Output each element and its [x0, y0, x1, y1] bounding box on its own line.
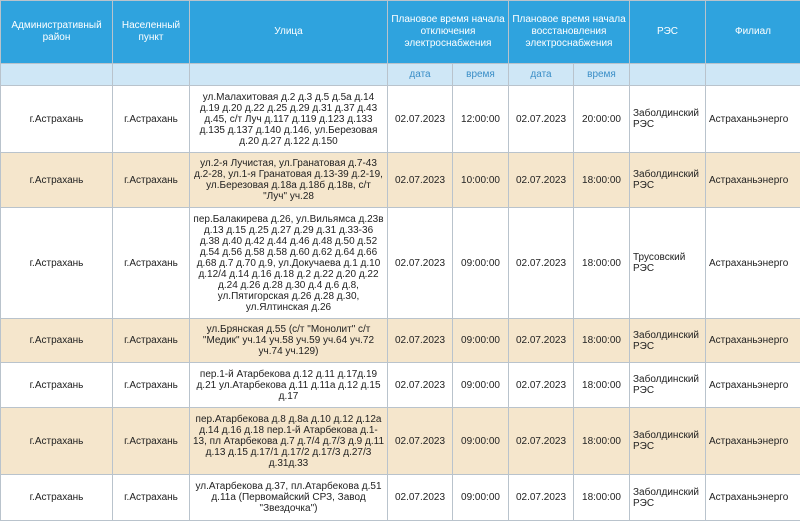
cell-res: Трусовский РЭС: [630, 208, 706, 319]
table-row: [1, 153, 800, 208]
table-row: [1, 208, 800, 319]
cell-off-time: 09:00:00: [453, 475, 509, 521]
cell-res: Заболдинский РЭС: [630, 153, 706, 208]
subheader-on-time: время: [574, 64, 630, 86]
header-settlement: Населенный пункт: [113, 1, 190, 64]
cell-street: ул.Малахитовая д.2 д.3 д.5 д.5а д.14 д.19 д.20 д.22 д.25 д.29 д.31 д.37 д.43 д.45, с/т Луч д.117 д.119 д.123 д.133 д.135 д.137 д.140 д.146, ул.Березовая д.20 д.27 д.122 д.150: [190, 86, 388, 153]
cell-off-time: 09:00:00: [453, 363, 509, 408]
cell-res: Заболдинский РЭС: [630, 86, 706, 153]
cell-on-time: 20:00:00: [574, 86, 630, 153]
cell-off-date: 02.07.2023: [388, 408, 453, 475]
cell-district: г.Астрахань: [1, 153, 113, 208]
cell-on-time: 18:00:00: [574, 153, 630, 208]
cell-off-date: 02.07.2023: [388, 86, 453, 153]
cell-off-date: 02.07.2023: [388, 153, 453, 208]
cell-on-time: 18:00:00: [574, 363, 630, 408]
cell-on-date: 02.07.2023: [509, 363, 574, 408]
cell-branch: Астраханьэнерго: [706, 408, 800, 475]
header-on-time: Плановое время начала восстановления электроснабжения: [509, 1, 630, 64]
cell-street: пер.Балакирева д.26, ул.Вильямса д.23в д.13 д.15 д.25 д.27 д.29 д.31 д.33-36 д.38 д.40 д.42 д.44 д.46 д.48 д.50 д.52 д.54 д.56 д.58 д.58 д.60 д.62 д.64 д.66 д.68 д.7 д.70 д.9, ул.Докучаева д.1 д.10 д.12/4 д.14 д.16 д.18 д.2 д.22 д.20 д.22 д.24 д.26 д.28 д.30 д.4 д.6 д.8, ул.Пятигорская д.26 д.28 д.30, ул.Ялтинская д.26: [190, 208, 388, 319]
table-row: [1, 408, 800, 475]
cell-on-date: 02.07.2023: [509, 475, 574, 521]
cell-off-time: 09:00:00: [453, 208, 509, 319]
cell-branch: Астраханьэнерго: [706, 475, 800, 521]
cell-settlement: г.Астрахань: [113, 208, 190, 319]
table-row: [1, 86, 800, 153]
header-branch: Филиал: [706, 1, 800, 64]
subheader-off-date: дата: [388, 64, 453, 86]
cell-street: пер.1-й Атарбекова д.12 д.11 д.17д.19 д.21 ул.Атарбекова д.11 д.11а д.12 д.15 д.17: [190, 363, 388, 408]
cell-street: пер.Атарбекова д.8 д.8а д.10 д.12 д.12а д.14 д.16 д.18 пер.1-й Атарбекова д.1-13, пл Атарбекова д.7 д.7/4 д.7/3 д.9 д.11 д.13 д.15 д.17/1 д.17/2 д.17/3 д.27/3 д.31д.33: [190, 408, 388, 475]
cell-on-date: 02.07.2023: [509, 319, 574, 363]
header-district: Административный район: [1, 1, 113, 64]
cell-on-time: 18:00:00: [574, 208, 630, 319]
cell-settlement: г.Астрахань: [113, 408, 190, 475]
cell-on-date: 02.07.2023: [509, 153, 574, 208]
cell-branch: Астраханьэнерго: [706, 86, 800, 153]
cell-district: г.Астрахань: [1, 86, 113, 153]
cell-branch: Астраханьэнерго: [706, 319, 800, 363]
cell-branch: Астраханьэнерго: [706, 153, 800, 208]
header-off-time: Плановое время начала отключения электроснабжения: [388, 1, 509, 64]
subheader-empty: [113, 64, 190, 86]
subheader-empty: [706, 64, 800, 86]
cell-on-date: 02.07.2023: [509, 86, 574, 153]
cell-off-date: 02.07.2023: [388, 208, 453, 319]
subheader-empty: [630, 64, 706, 86]
subheader-empty: [1, 64, 113, 86]
cell-off-date: 02.07.2023: [388, 319, 453, 363]
cell-off-time: 09:00:00: [453, 319, 509, 363]
cell-settlement: г.Астрахань: [113, 363, 190, 408]
cell-on-date: 02.07.2023: [509, 408, 574, 475]
cell-branch: Астраханьэнерго: [706, 208, 800, 319]
cell-settlement: г.Астрахань: [113, 319, 190, 363]
cell-on-date: 02.07.2023: [509, 208, 574, 319]
cell-off-date: 02.07.2023: [388, 475, 453, 521]
cell-district: г.Астрахань: [1, 319, 113, 363]
cell-res: Заболдинский РЭС: [630, 408, 706, 475]
cell-on-time: 18:00:00: [574, 319, 630, 363]
header-street: Улица: [190, 1, 388, 64]
cell-off-time: 10:00:00: [453, 153, 509, 208]
cell-settlement: г.Астрахань: [113, 153, 190, 208]
subheader-off-time: время: [453, 64, 509, 86]
cell-settlement: г.Астрахань: [113, 86, 190, 153]
cell-district: г.Астрахань: [1, 408, 113, 475]
cell-street: ул.2-я Лучистая, ул.Гранатовая д.7-43 д.2-28, ул.1-я Гранатовая д.13-39 д.2-19, ул.Березовая д.18а д.18б д.18в, с/т "Луч" уч.28: [190, 153, 388, 208]
cell-on-time: 18:00:00: [574, 475, 630, 521]
subheader-empty: [190, 64, 388, 86]
table-row: [1, 363, 800, 408]
cell-district: г.Астрахань: [1, 475, 113, 521]
cell-off-date: 02.07.2023: [388, 363, 453, 408]
cell-res: Заболдинский РЭС: [630, 475, 706, 521]
cell-off-time: 09:00:00: [453, 408, 509, 475]
cell-res: Заболдинский РЭС: [630, 363, 706, 408]
cell-off-time: 12:00:00: [453, 86, 509, 153]
cell-res: Заболдинский РЭС: [630, 319, 706, 363]
cell-branch: Астраханьэнерго: [706, 363, 800, 408]
table-row: [1, 319, 800, 363]
cell-street: ул.Атарбекова д.37, пл.Атарбекова д.51 д.11а (Первомайский СРЗ, Завод "Звездочка"): [190, 475, 388, 521]
header-res: РЭС: [630, 1, 706, 64]
cell-settlement: г.Астрахань: [113, 475, 190, 521]
cell-district: г.Астрахань: [1, 208, 113, 319]
subheader-on-date: дата: [509, 64, 574, 86]
cell-district: г.Астрахань: [1, 363, 113, 408]
cell-street: ул.Брянская д.55 (с/т "Монолит" с/т "Медик" уч.14 уч.58 уч.59 уч.64 уч.72 уч.74 уч.129): [190, 319, 388, 363]
table-row: [1, 475, 800, 521]
cell-on-time: 18:00:00: [574, 408, 630, 475]
